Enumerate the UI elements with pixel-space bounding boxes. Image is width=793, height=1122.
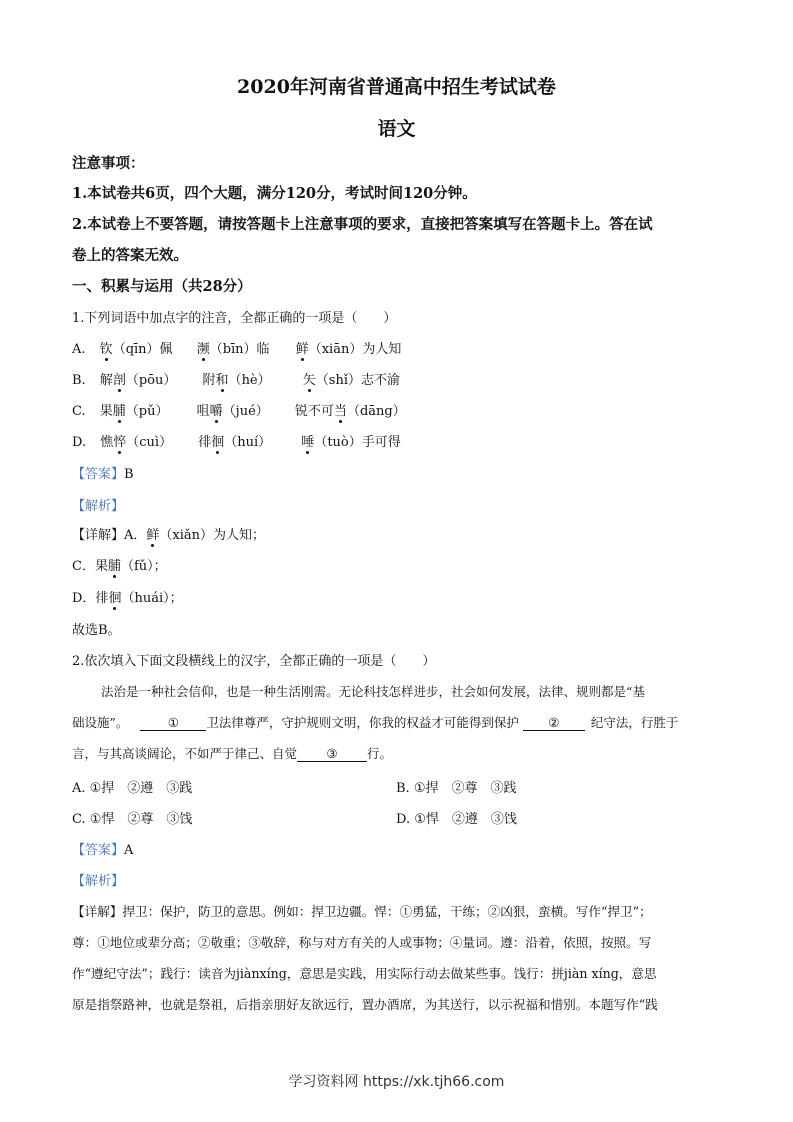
q2-detail-line-3: 作“遵纪守法”；践行：读音为jiànxíng，意思是实践，用实际行动去做某些事。饯行：拼jiàn xíng，意思 bbox=[72, 966, 657, 981]
q2-option-c: C. ①悍 ②尊 ③饯 bbox=[72, 812, 193, 827]
q2-option-b: B. ①捍 ②尊 ③践 bbox=[396, 781, 517, 796]
emphasis-dot-char: 濒 bbox=[197, 338, 210, 357]
notice-item-1: 1.本试卷共6页，四个大题，满分120分，考试时间120分钟。 bbox=[72, 185, 477, 202]
q1-conclusion: 故选B。 bbox=[72, 623, 121, 638]
exam-title: 2020年河南省普通高中招生考试试卷 bbox=[237, 76, 556, 98]
blank-3: ③ bbox=[297, 746, 367, 762]
emphasis-dot-char: 和 bbox=[216, 369, 229, 388]
blank-1: ① bbox=[140, 715, 206, 731]
emphasis-dot-char: 剖 bbox=[113, 369, 126, 388]
q1-answer bbox=[72, 463, 134, 482]
q2-analysis-tag: 【解析】 bbox=[72, 874, 125, 889]
answer-tag: 【答案】 bbox=[72, 843, 125, 858]
emphasis-dot-char: 鲜 bbox=[296, 338, 309, 357]
q1-analysis-tag: 【解析】 bbox=[72, 499, 125, 514]
q2-detail-line-1: 【详解】捍卫：保护，防卫的意思。例如：捍卫边疆。悍：①勇猛，干练；②凶狠，蛮横。写作“捍卫”； bbox=[72, 904, 652, 919]
q2-option-d: D. ①悍 ②遵 ③饯 bbox=[396, 812, 517, 827]
q1-option-d: D. 憔悴（cuì） 徘徊（huí） 唾（tuò）手可得 bbox=[72, 431, 401, 450]
q2-passage-line-1: 法治是一种社会信仰，也是一种生活刚需。无论科技怎样进步，社会如何发展，法律、规则都是“基 bbox=[101, 684, 645, 699]
q1-option-a: A. 钦（qīn）佩 濒（bīn）临 鲜（xiān）为人知 bbox=[72, 338, 401, 357]
emphasis-dot-char: 脯 bbox=[108, 555, 121, 574]
blank-2: ② bbox=[523, 715, 585, 731]
q2-passage-line-2: 础设施”。 ① 卫法律尊严，守护规则文明，你我的权益才可能得到保护 ② 纪守法，行胜于 bbox=[72, 715, 679, 730]
q1-detail-a: 【详解】A．鲜（xiǎn）为人知； bbox=[72, 524, 265, 543]
emphasis-dot-char: 鲜 bbox=[146, 524, 159, 543]
q2-detail-line-2: 尊：①地位或辈分高；②敬重；③敬辞，称与对方有关的人或事物；④量词。遵：沿着，依照，按照。写 bbox=[72, 935, 652, 950]
question-2-stem: 2.依次填入下面文段横线上的汉字，全都正确的一项是（ ） bbox=[72, 654, 436, 669]
subject-title: 语文 bbox=[377, 118, 416, 140]
q2-detail-line-4: 原是指祭路神，也就是祭祖，后指亲朋好友欲远行，置办酒席，为其送行，以示祝福和惜别。本题写作“践 bbox=[72, 997, 658, 1012]
emphasis-dot-char: 嚼 bbox=[210, 400, 223, 419]
emphasis-dot-char: 徊 bbox=[211, 431, 224, 450]
notice-heading: 注意事项： bbox=[72, 155, 145, 172]
notice-item-2: 2.本试卷上不要答题，请按答题卡上注意事项的要求，直接把答案填写在答题卡上。答在试 bbox=[72, 216, 653, 233]
emphasis-dot-char: 脯 bbox=[113, 400, 126, 419]
emphasis-dot-char: 悴 bbox=[113, 431, 126, 450]
q1-detail-d: D．徘徊（huái）； bbox=[72, 587, 183, 606]
emphasis-dot-char: 唾 bbox=[301, 431, 314, 450]
q2-option-a: A. ①捍 ②遵 ③践 bbox=[72, 781, 193, 796]
q1-detail-c: C．果脯（fǔ）； bbox=[72, 555, 167, 574]
q1-option-b: B. 解剖（pōu） 附和（hè） 矢（shǐ）志不渝 bbox=[72, 369, 400, 388]
emphasis-dot-char: 当 bbox=[334, 400, 347, 419]
notice-item-2-cont: 卷上的答案无效。 bbox=[72, 247, 188, 264]
emphasis-dot-char: 矢 bbox=[303, 369, 316, 388]
q2-passage-line-3: 言，与其高谈阔论，不如严于律己、自觉 ③ 行。 bbox=[72, 746, 393, 761]
emphasis-dot-char: 徊 bbox=[108, 587, 121, 606]
answer-value: A bbox=[124, 843, 134, 858]
answer-value: B bbox=[124, 467, 134, 482]
footer-watermark: 学习资料网 https://xk.tjh66.com bbox=[288, 1074, 505, 1090]
q2-answer bbox=[72, 839, 133, 858]
section-1-heading: 一、积累与运用（共28分） bbox=[72, 278, 252, 295]
question-1-stem: 1.下列词语中加点字的注音，全都正确的一项是（ ） bbox=[72, 311, 397, 326]
q1-option-c: C. 果脯（pǔ） 咀嚼（jué） 锐不可当（dāng） bbox=[72, 400, 406, 419]
emphasis-dot-char: 钦 bbox=[100, 338, 113, 357]
answer-tag: 【答案】 bbox=[72, 467, 125, 482]
